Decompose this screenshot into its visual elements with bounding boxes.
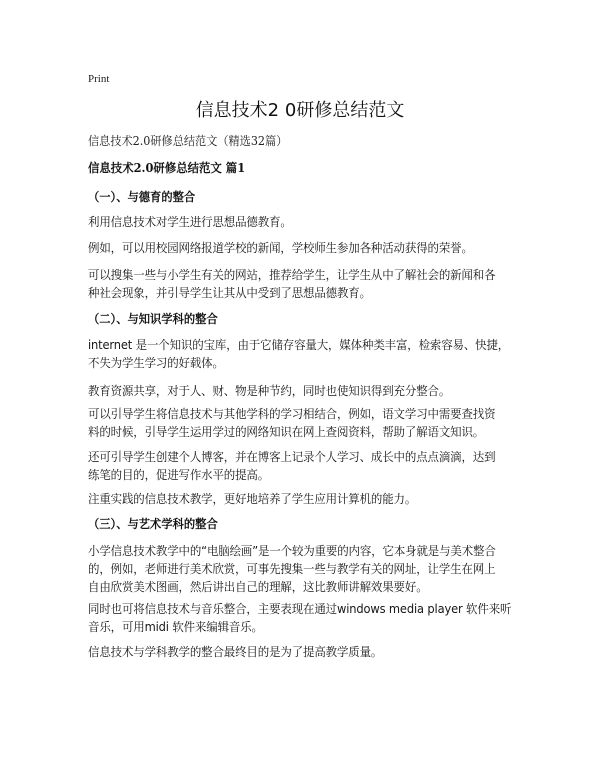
- paragraph: [88, 542, 510, 596]
- paragraph-line: 的，例如，老师进行美术欣赏，可事先搜集一些与教学有关的网址，让学生在网上: [88, 562, 496, 576]
- paragraph: [88, 239, 510, 257]
- paragraph-line: 例如，可以用校园网络报道学校的新闻，学校师生参加各种活动获得的荣誉。: [88, 241, 473, 255]
- paragraph-line: internet 是一个知识的宝库，由于它储存容量大，媒体种类丰富，检索容易、快捷，: [88, 338, 510, 352]
- paragraph-line: 可以搜集一些与小学生有关的网站，推荐给学生，让学生从中了解社会的新闻和各: [88, 268, 496, 282]
- paragraph: [88, 213, 510, 231]
- paragraph: [88, 643, 510, 661]
- paragraph-line: 信息技术与学科教学的整合最终目的是为了提高教学质量。: [88, 645, 383, 659]
- document-subtitle: 信息技术2.0研修总结范文（精选32篇）: [88, 134, 288, 148]
- paragraph-line: 练笔的目的，促进写作水平的提高。: [88, 468, 270, 482]
- paragraph: [88, 490, 510, 508]
- section-heading-knowledge: （二）、与知识学科的整合: [88, 312, 218, 326]
- paragraph-line: 可以引导学生将信息技术与其他学科的学习相结合，例如，语文学习中需要查找资: [88, 407, 496, 421]
- paragraph: [88, 336, 510, 372]
- paragraph: [88, 266, 510, 302]
- paragraph-line: 小学信息技术教学中的“电脑绘画”是一个较为重要的内容，它本身就是与美术整合: [88, 544, 496, 558]
- document-title: 信息技术2 0研修总结范文: [195, 100, 405, 121]
- paragraph-line: 还可引导学生创建个人博客，并在博客上记录个人学习、成长中的点点滴滴，达到: [88, 450, 496, 464]
- paragraph-line: 不失为学生学习的好载体。: [88, 356, 224, 370]
- paragraph-line: 种社会现象，并引导学生让其从中受到了思想品德教育。: [88, 286, 371, 300]
- paragraph-line: 同时也可将信息技术与音乐整合，主要表现在通过windows media player 软件来听: [88, 602, 512, 616]
- paragraph: [88, 600, 510, 636]
- section-heading-arts: （三）、与艺术学科的整合: [88, 517, 218, 531]
- paragraph-line: 教育资源共享，对于人、财、物是种节约，同时也使知识得到充分整合。: [88, 384, 451, 398]
- paragraph-line: 自由欣赏美术图画，然后讲出自己的理解，这比教师讲解效果要好。: [88, 580, 428, 594]
- paragraph-line: 料的时候，引导学生运用学过的网络知识在网上查阅资料，帮助了解语文知识。: [88, 425, 485, 439]
- article-heading: 信息技术2.0研修总结范文 篇1: [88, 161, 246, 175]
- paragraph: [88, 382, 510, 400]
- paragraph: [88, 448, 510, 484]
- paragraph-line: 音乐，可用midi 软件来编辑音乐。: [88, 620, 263, 634]
- paragraph-line: 注重实践的信息技术教学，更好地培养了学生应用计算机的能力。: [88, 492, 417, 506]
- print-label: Print: [88, 73, 110, 85]
- paragraph: [88, 405, 510, 441]
- paragraph-line: 利用信息技术对学生进行思想品德教育。: [88, 215, 292, 229]
- section-heading-moral: （一）、与德育的整合: [88, 190, 196, 204]
